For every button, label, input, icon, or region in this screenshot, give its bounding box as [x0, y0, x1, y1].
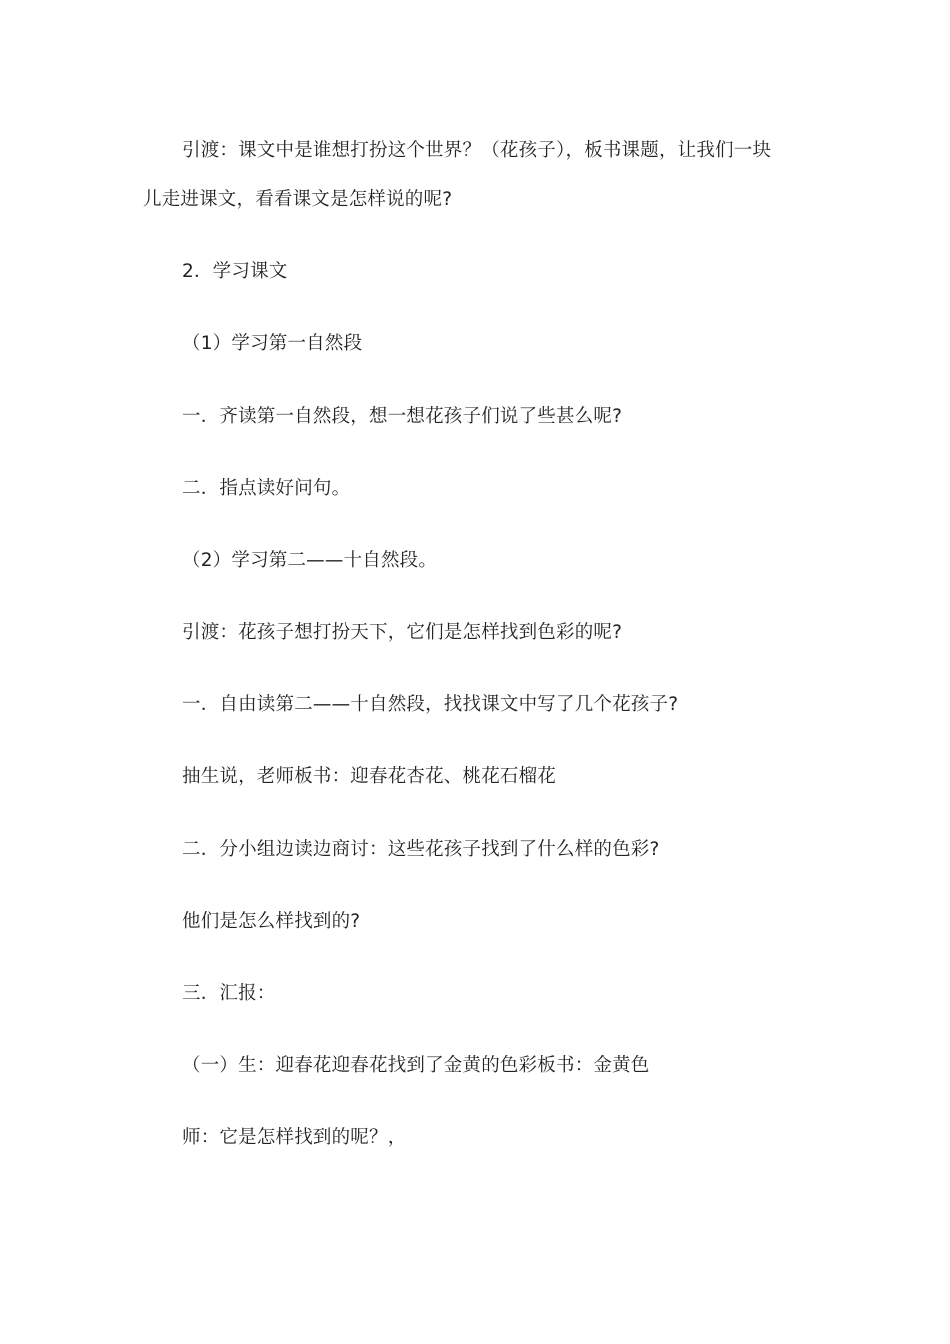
paragraph-item: 一．自由读第二——十自然段，找找课文中写了几个花孩子?: [182, 694, 679, 715]
paragraph-item: （一）生：迎春花迎春花找到了金黄的色彩板书：金黄色: [182, 1055, 650, 1076]
paragraph-item: 三．汇报：: [182, 983, 276, 1004]
paragraph-item: 一．齐读第一自然段，想一想花孩子们说了些甚么呢?: [182, 406, 623, 427]
paragraph-intro-line-2: 儿走进课文，看看课文是怎样说的呢?: [143, 189, 453, 210]
subsection-heading-1: （1）学习第一自然段: [182, 333, 363, 354]
section-heading-study-text: 2．学习课文: [182, 261, 288, 282]
paragraph-item: 二．分小组边读边商讨：这些花孩子找到了什么样的色彩?: [182, 839, 660, 860]
paragraph-intro-line-1: 引渡：课文中是谁想打扮这个世界？（花孩子），板书课题，让我们一块: [182, 140, 772, 161]
paragraph-item: 他们是怎么样找到的?: [182, 911, 361, 932]
subsection-heading-2: （2）学习第二——十自然段。: [182, 550, 438, 571]
paragraph-item: 师：它是怎样找到的呢？，: [182, 1127, 407, 1148]
paragraph-item: 二．指点读好问句。: [182, 478, 351, 499]
paragraph-item: 引渡：花孩子想打扮天下，它们是怎样找到色彩的呢?: [182, 622, 623, 643]
paragraph-item: 抽生说，老师板书：迎春花杏花、桃花石榴花: [182, 766, 557, 787]
